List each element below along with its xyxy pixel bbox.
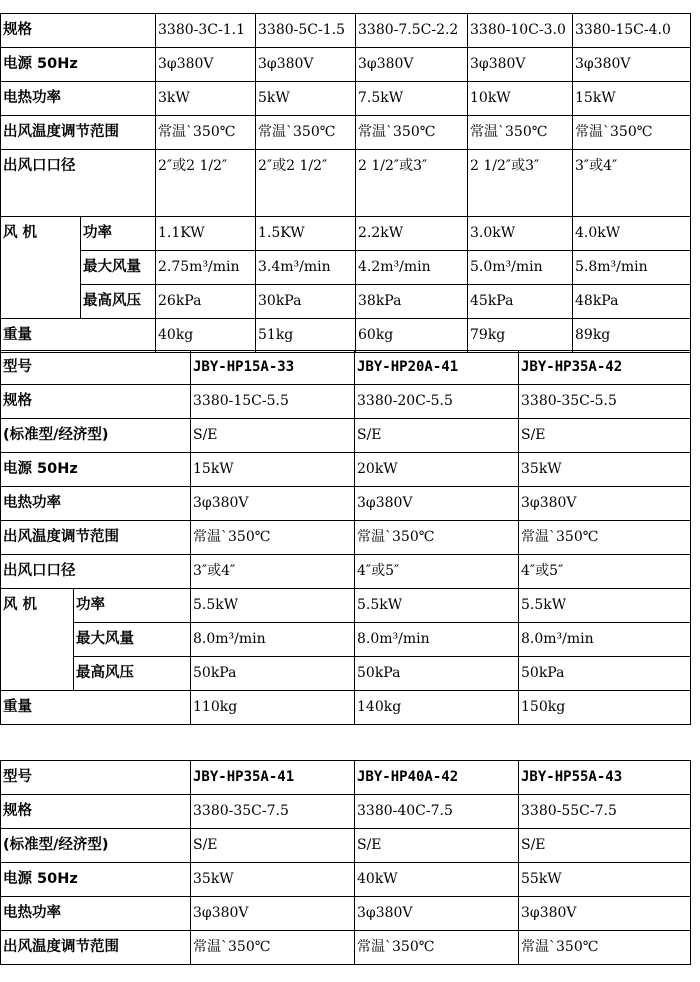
table-row bbox=[1, 761, 691, 795]
weight-label: 重量 bbox=[1, 691, 191, 725]
table-row bbox=[1, 319, 691, 353]
table-cell: 45kPa bbox=[468, 285, 573, 319]
table-cell: 35kW bbox=[519, 453, 691, 487]
power-source-label: 电源 50Hz bbox=[1, 863, 191, 897]
table-row bbox=[1, 589, 691, 623]
power-source-label: 电源 50Hz bbox=[1, 48, 156, 82]
table-row bbox=[1, 150, 691, 217]
table-cell: 2″或2 1/2″ bbox=[256, 150, 356, 217]
table-row bbox=[1, 48, 691, 82]
table-cell: 常温`350℃ bbox=[519, 931, 691, 965]
table-cell: 3φ380V bbox=[256, 48, 356, 82]
table-cell: 8.0m³/min bbox=[519, 623, 691, 657]
fan-label: 风 机 bbox=[1, 589, 74, 691]
table-cell: 3φ380V bbox=[191, 897, 355, 931]
table-cell: 10kW bbox=[468, 82, 573, 116]
table-row bbox=[1, 829, 691, 863]
table-row bbox=[1, 897, 691, 931]
max-flow-label: 最大风量 bbox=[81, 251, 156, 285]
table-cell: 3φ380V bbox=[355, 897, 519, 931]
type-label: (标准型/经济型) bbox=[1, 419, 191, 453]
table-cell: 常温`350℃ bbox=[356, 116, 468, 150]
table-cell: 4.0kW bbox=[573, 217, 691, 251]
table-cell: 89kg bbox=[573, 319, 691, 353]
table-cell: S/E bbox=[355, 829, 519, 863]
table-cell: 50kPa bbox=[519, 657, 691, 691]
table-row bbox=[1, 453, 691, 487]
table-cell: 5.5kW bbox=[355, 589, 519, 623]
table-row bbox=[1, 14, 691, 48]
table-row bbox=[1, 116, 691, 150]
table-cell: 3″或4″ bbox=[191, 555, 355, 589]
table-row bbox=[1, 351, 691, 385]
table-cell: 8.0m³/min bbox=[191, 623, 355, 657]
table-row bbox=[1, 251, 691, 285]
table-cell: 4.2m³/min bbox=[356, 251, 468, 285]
table-cell: 110kg bbox=[191, 691, 355, 725]
table-cell: 常温`350℃ bbox=[468, 116, 573, 150]
table-cell: 2.2kW bbox=[356, 217, 468, 251]
table-cell: 51kg bbox=[256, 319, 356, 353]
table-cell: 4″或5″ bbox=[519, 555, 691, 589]
table-cell: 3φ380V bbox=[519, 487, 691, 521]
table-cell: 15kW bbox=[191, 453, 355, 487]
spec-label: 规格 bbox=[1, 385, 191, 419]
model-cell: 3380-15C-4.0 bbox=[573, 14, 691, 48]
table-cell: 40kW bbox=[355, 863, 519, 897]
table-cell: 常温`350℃ bbox=[355, 931, 519, 965]
table-row bbox=[1, 623, 691, 657]
model-cell: 3380-10C-3.0 bbox=[468, 14, 573, 48]
table-cell: 3φ380V bbox=[468, 48, 573, 82]
table-cell: 35kW bbox=[191, 863, 355, 897]
table-cell: 5kW bbox=[256, 82, 356, 116]
temp-range-label: 出风温度调节范围 bbox=[1, 521, 191, 555]
table-cell: 3kW bbox=[156, 82, 256, 116]
model-cell: JBY-HP35A-41 bbox=[191, 761, 355, 795]
table-cell: 7.5kW bbox=[356, 82, 468, 116]
table-cell: 3φ380V bbox=[355, 487, 519, 521]
table-cell: 3380-35C-7.5 bbox=[191, 795, 355, 829]
spec-table-1 bbox=[0, 13, 691, 353]
table-cell: 3380-20C-5.5 bbox=[355, 385, 519, 419]
table-cell: 2 1/2″或3″ bbox=[468, 150, 573, 217]
table-cell: 5.8m³/min bbox=[573, 251, 691, 285]
table-cell: 8.0m³/min bbox=[355, 623, 519, 657]
outlet-diameter-label: 出风口口径 bbox=[1, 150, 156, 217]
table-cell: 3φ380V bbox=[573, 48, 691, 82]
table-cell: 3φ380V bbox=[156, 48, 256, 82]
power-source-label: 电源 50Hz bbox=[1, 453, 191, 487]
model-cell: JBY-HP40A-42 bbox=[355, 761, 519, 795]
heating-power-label: 电热功率 bbox=[1, 487, 191, 521]
table-cell: 48kPa bbox=[573, 285, 691, 319]
table-cell: 3φ380V bbox=[356, 48, 468, 82]
model-label: 型号 bbox=[1, 351, 191, 385]
type-label: (标准型/经济型) bbox=[1, 829, 191, 863]
max-pressure-label: 最高风压 bbox=[81, 285, 156, 319]
heating-power-label: 电热功率 bbox=[1, 82, 156, 116]
outlet-diameter-label: 出风口口径 bbox=[1, 555, 191, 589]
table-row bbox=[1, 487, 691, 521]
table-cell: 3φ380V bbox=[191, 487, 355, 521]
table-row bbox=[1, 385, 691, 419]
table-cell: 38kPa bbox=[356, 285, 468, 319]
table-cell: 50kPa bbox=[191, 657, 355, 691]
table-cell: 5.5kW bbox=[191, 589, 355, 623]
max-flow-label: 最大风量 bbox=[74, 623, 191, 657]
model-cell: 3380-3C-1.1 bbox=[156, 14, 256, 48]
table-cell: 2″或2 1/2″ bbox=[156, 150, 256, 217]
table-cell: 55kW bbox=[519, 863, 691, 897]
table-cell: S/E bbox=[355, 419, 519, 453]
table-cell: 3.0kW bbox=[468, 217, 573, 251]
table-cell: 3380-35C-5.5 bbox=[519, 385, 691, 419]
table-cell: 1.5KW bbox=[256, 217, 356, 251]
model-cell: 3380-5C-1.5 bbox=[256, 14, 356, 48]
table-cell: 常温`350℃ bbox=[355, 521, 519, 555]
table-cell: 3″或4″ bbox=[573, 150, 691, 217]
table-cell: S/E bbox=[519, 829, 691, 863]
table-cell: 常温`350℃ bbox=[256, 116, 356, 150]
table-cell: 1.1KW bbox=[156, 217, 256, 251]
table-cell: 2 1/2″或3″ bbox=[356, 150, 468, 217]
fan-label: 风 机 bbox=[1, 217, 81, 319]
table-cell: 30kPa bbox=[256, 285, 356, 319]
table-cell: 79kg bbox=[468, 319, 573, 353]
table-row bbox=[1, 419, 691, 453]
table-cell: 3380-55C-7.5 bbox=[519, 795, 691, 829]
model-cell: JBY-HP15A-33 bbox=[191, 351, 355, 385]
table-cell: 常温`350℃ bbox=[191, 521, 355, 555]
model-cell: JBY-HP20A-41 bbox=[355, 351, 519, 385]
model-cell: 3380-7.5C-2.2 bbox=[356, 14, 468, 48]
table-cell: 常温`350℃ bbox=[156, 116, 256, 150]
heating-power-label: 电热功率 bbox=[1, 897, 191, 931]
table-cell: 150kg bbox=[519, 691, 691, 725]
table-cell: 3φ380V bbox=[519, 897, 691, 931]
weight-label: 重量 bbox=[1, 319, 156, 353]
table-cell: 2.75m³/min bbox=[156, 251, 256, 285]
table-cell: 常温`350℃ bbox=[573, 116, 691, 150]
table-row bbox=[1, 691, 691, 725]
table-cell: 50kPa bbox=[355, 657, 519, 691]
table-row bbox=[1, 657, 691, 691]
table-cell: S/E bbox=[191, 419, 355, 453]
table-cell: 常温`350℃ bbox=[191, 931, 355, 965]
table-cell: 3380-40C-7.5 bbox=[355, 795, 519, 829]
fan-power-label: 功率 bbox=[81, 217, 156, 251]
temp-range-label: 出风温度调节范围 bbox=[1, 116, 156, 150]
table-cell: 15kW bbox=[573, 82, 691, 116]
table-cell: S/E bbox=[519, 419, 691, 453]
table-cell: 4″或5″ bbox=[355, 555, 519, 589]
table-cell: 40kg bbox=[156, 319, 256, 353]
max-pressure-label: 最高风压 bbox=[74, 657, 191, 691]
table-cell: 20kW bbox=[355, 453, 519, 487]
table-row bbox=[1, 82, 691, 116]
table-cell: 常温`350℃ bbox=[519, 521, 691, 555]
table-row bbox=[1, 285, 691, 319]
table-row bbox=[1, 555, 691, 589]
table-row bbox=[1, 795, 691, 829]
fan-power-label: 功率 bbox=[74, 589, 191, 623]
model-cell: JBY-HP35A-42 bbox=[519, 351, 691, 385]
table-cell: 5.0m³/min bbox=[468, 251, 573, 285]
table-cell: 3380-15C-5.5 bbox=[191, 385, 355, 419]
spec-table-3 bbox=[0, 760, 691, 965]
spec-label: 规格 bbox=[1, 795, 191, 829]
table-cell: S/E bbox=[191, 829, 355, 863]
table-cell: 140kg bbox=[355, 691, 519, 725]
model-cell: JBY-HP55A-43 bbox=[519, 761, 691, 795]
table-row bbox=[1, 931, 691, 965]
table-cell: 60kg bbox=[356, 319, 468, 353]
spec-label: 规格 bbox=[1, 14, 156, 48]
table-row bbox=[1, 217, 691, 251]
table-row bbox=[1, 863, 691, 897]
table-row bbox=[1, 521, 691, 555]
temp-range-label: 出风温度调节范围 bbox=[1, 931, 191, 965]
table-cell: 3.4m³/min bbox=[256, 251, 356, 285]
table-cell: 26kPa bbox=[156, 285, 256, 319]
table-cell: 5.5kW bbox=[519, 589, 691, 623]
spec-table-2 bbox=[0, 350, 691, 725]
model-label: 型号 bbox=[1, 761, 191, 795]
